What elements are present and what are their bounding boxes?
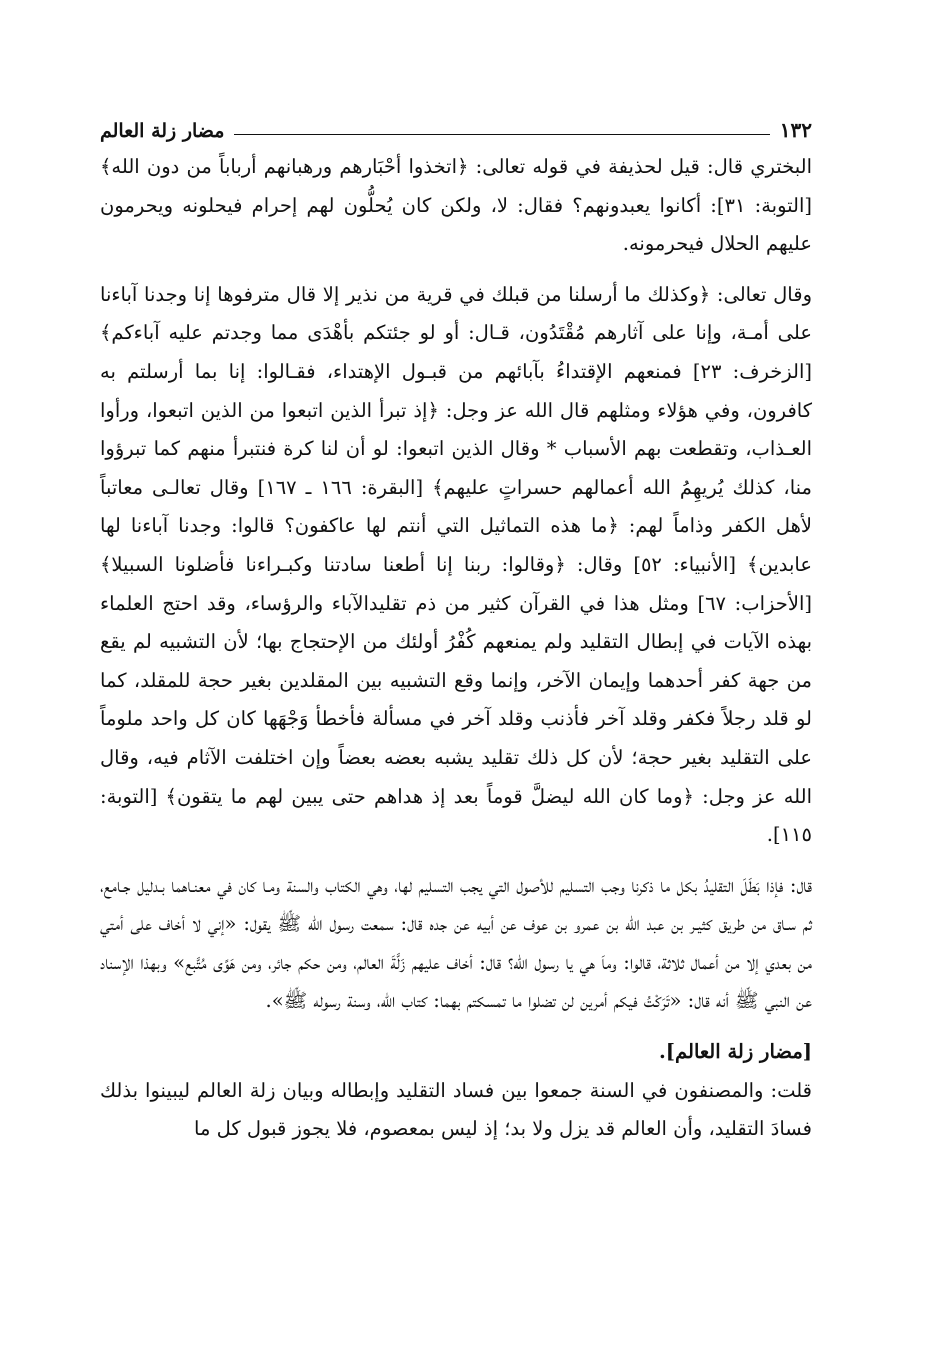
header-rule	[234, 134, 769, 135]
paragraph-hadith: قال: فإذا بَطَلَ التقليدُ بكل ما ذكرنا وجب التسليم للأصول التي يجب التسليم لها، وهي الكتاب والسنة ومـا كان في معنـاهما بـدليل جـامع، ثم سـاق من طريق كثيـر بن عبد الله بن عمرو بن عوف عن أبيه عن جده قال: سمعت رسول الله ﷺ يقول: «إني لا أخاف على أمتي من بعدي إلا من أعمال ثلاثة، قالوا: وماَ هي يا رسول الله؟ قال: أخاف عليهم زَلَّةَ العالم، ومن حكم جائر، ومن هَوًى مُتَّبع» وبهذا الإسناد عن النبي ﷺ أنه قال: «تَرَكْتُ فيكم أمرين لن تضلوا ما تمسكتم بهما: كتاب الله، وسنة رسوله ﷺ».	[100, 873, 812, 1013]
running-title: مضار زلة العالم	[100, 120, 225, 142]
running-header	[100, 108, 812, 142]
page-number: ١٣٢	[779, 118, 812, 142]
page-body	[100, 148, 812, 1149]
paragraph-quran-verses: وقال تعالى: ﴿وكذلك ما أرسلنا من قبلك في قرية من نذير إلا قال مترفوها إنا وجدنا آباءنا على أمـة، وإنا على آثارهم مُقْتَدُون، قـال: أو لو جئتكم بأهْدَى مما وجدتم عليه آباءكم﴾ [الزخرف: ٢٣] فمنعهم الإقتداءُ بآبائهم من قبـول الإهتداء، فقـالوا: إنا بما أرسلتم به كافرون، وفي هؤلاء ومثلهم قال الله عز وجل: ﴿إذ تبرأ الذين اتبعوا من الذين اتبعوا، ورأوا العـذاب، وتقطعت بهم الأسباب * وقال الذين اتبعوا: لو أن لنا كرة فنتبرأ منهم كما تبرؤوا منا، كذلك يُريهِمُ الله أعمالهم حسراتٍ عليهم﴾ [البقرة: ١٦٦ ـ ١٦٧] وقال تعالـى معاتباً لأهل الكفر وذاماً لهم: ﴿ما هذه التماثيل التي أنتم لها عاكفون؟ قالوا: وجدنا آباءنا لها عابدين﴾ [الأنبياء: ٥٢] وقال: ﴿وقالوا: ربنا إنا أطعنا سادتنا وكبـراءنا فأضلونا السبيلا﴾ [الأحزاب: ٦٧] ومثل هذا في القرآن كثير من ذم تقليدالآباء والرؤساء، وقد احتج العلماء بهذه الآيات في إبطال التقليد ولم يمنعهم كُفْرُ أولئك من الإحتجاج بها؛ لأن التشبيه لم يقع من جهة كفر أحدهما وإيمان الآخر، وإنما وقع التشبيه بين المقلدين بغير حجة للمقلد، كما لو قلد رجلاً فكفر وقلد آخر فأذنب وقلد آخر في مسألة فأخطأ وَجْهَها كان كل واحد ملوماً على التقليد بغير حجة؛ لأن كل ذلك تقليد يشبه بعضه بعضاً وإن اختلفت الآثام فيه، وقال الله عز وجل: ﴿وما كان الله ليضلَّ قوماً بعد إذ هداهم حتى يبين لهم ما يتقون﴾ [التوبة: ١١٥].	[100, 282, 812, 847]
book-page	[100, 108, 812, 1149]
paragraph-hudhayfah: البختري قال: قيل لحذيفة في قوله تعالى: ﴿اتخذوا أحْبَارهم ورهبانهم أرباباً من دون الله﴾ [التوبة: ٣١]: أكانوا يعبدونهم؟ فقال: لا، ولكن كان يُحلُّون لهم إحرام فيحلونه ويحرمون عليهم الحلال فيحرمونه.	[100, 155, 813, 256]
paragraph-closing: قلت: والمصنفون في السنة جمعوا بين فساد التقليد وإبطاله وبيان زلة العالم ليبينوا بذلك فسادَ التقليد، وأن العالم قد يزل ولا بد؛ إذ ليس بمعصوم، فلا يجوز قبول كل ما	[100, 1078, 812, 1141]
section-heading: [مضار زلة العالم].	[659, 1040, 812, 1064]
